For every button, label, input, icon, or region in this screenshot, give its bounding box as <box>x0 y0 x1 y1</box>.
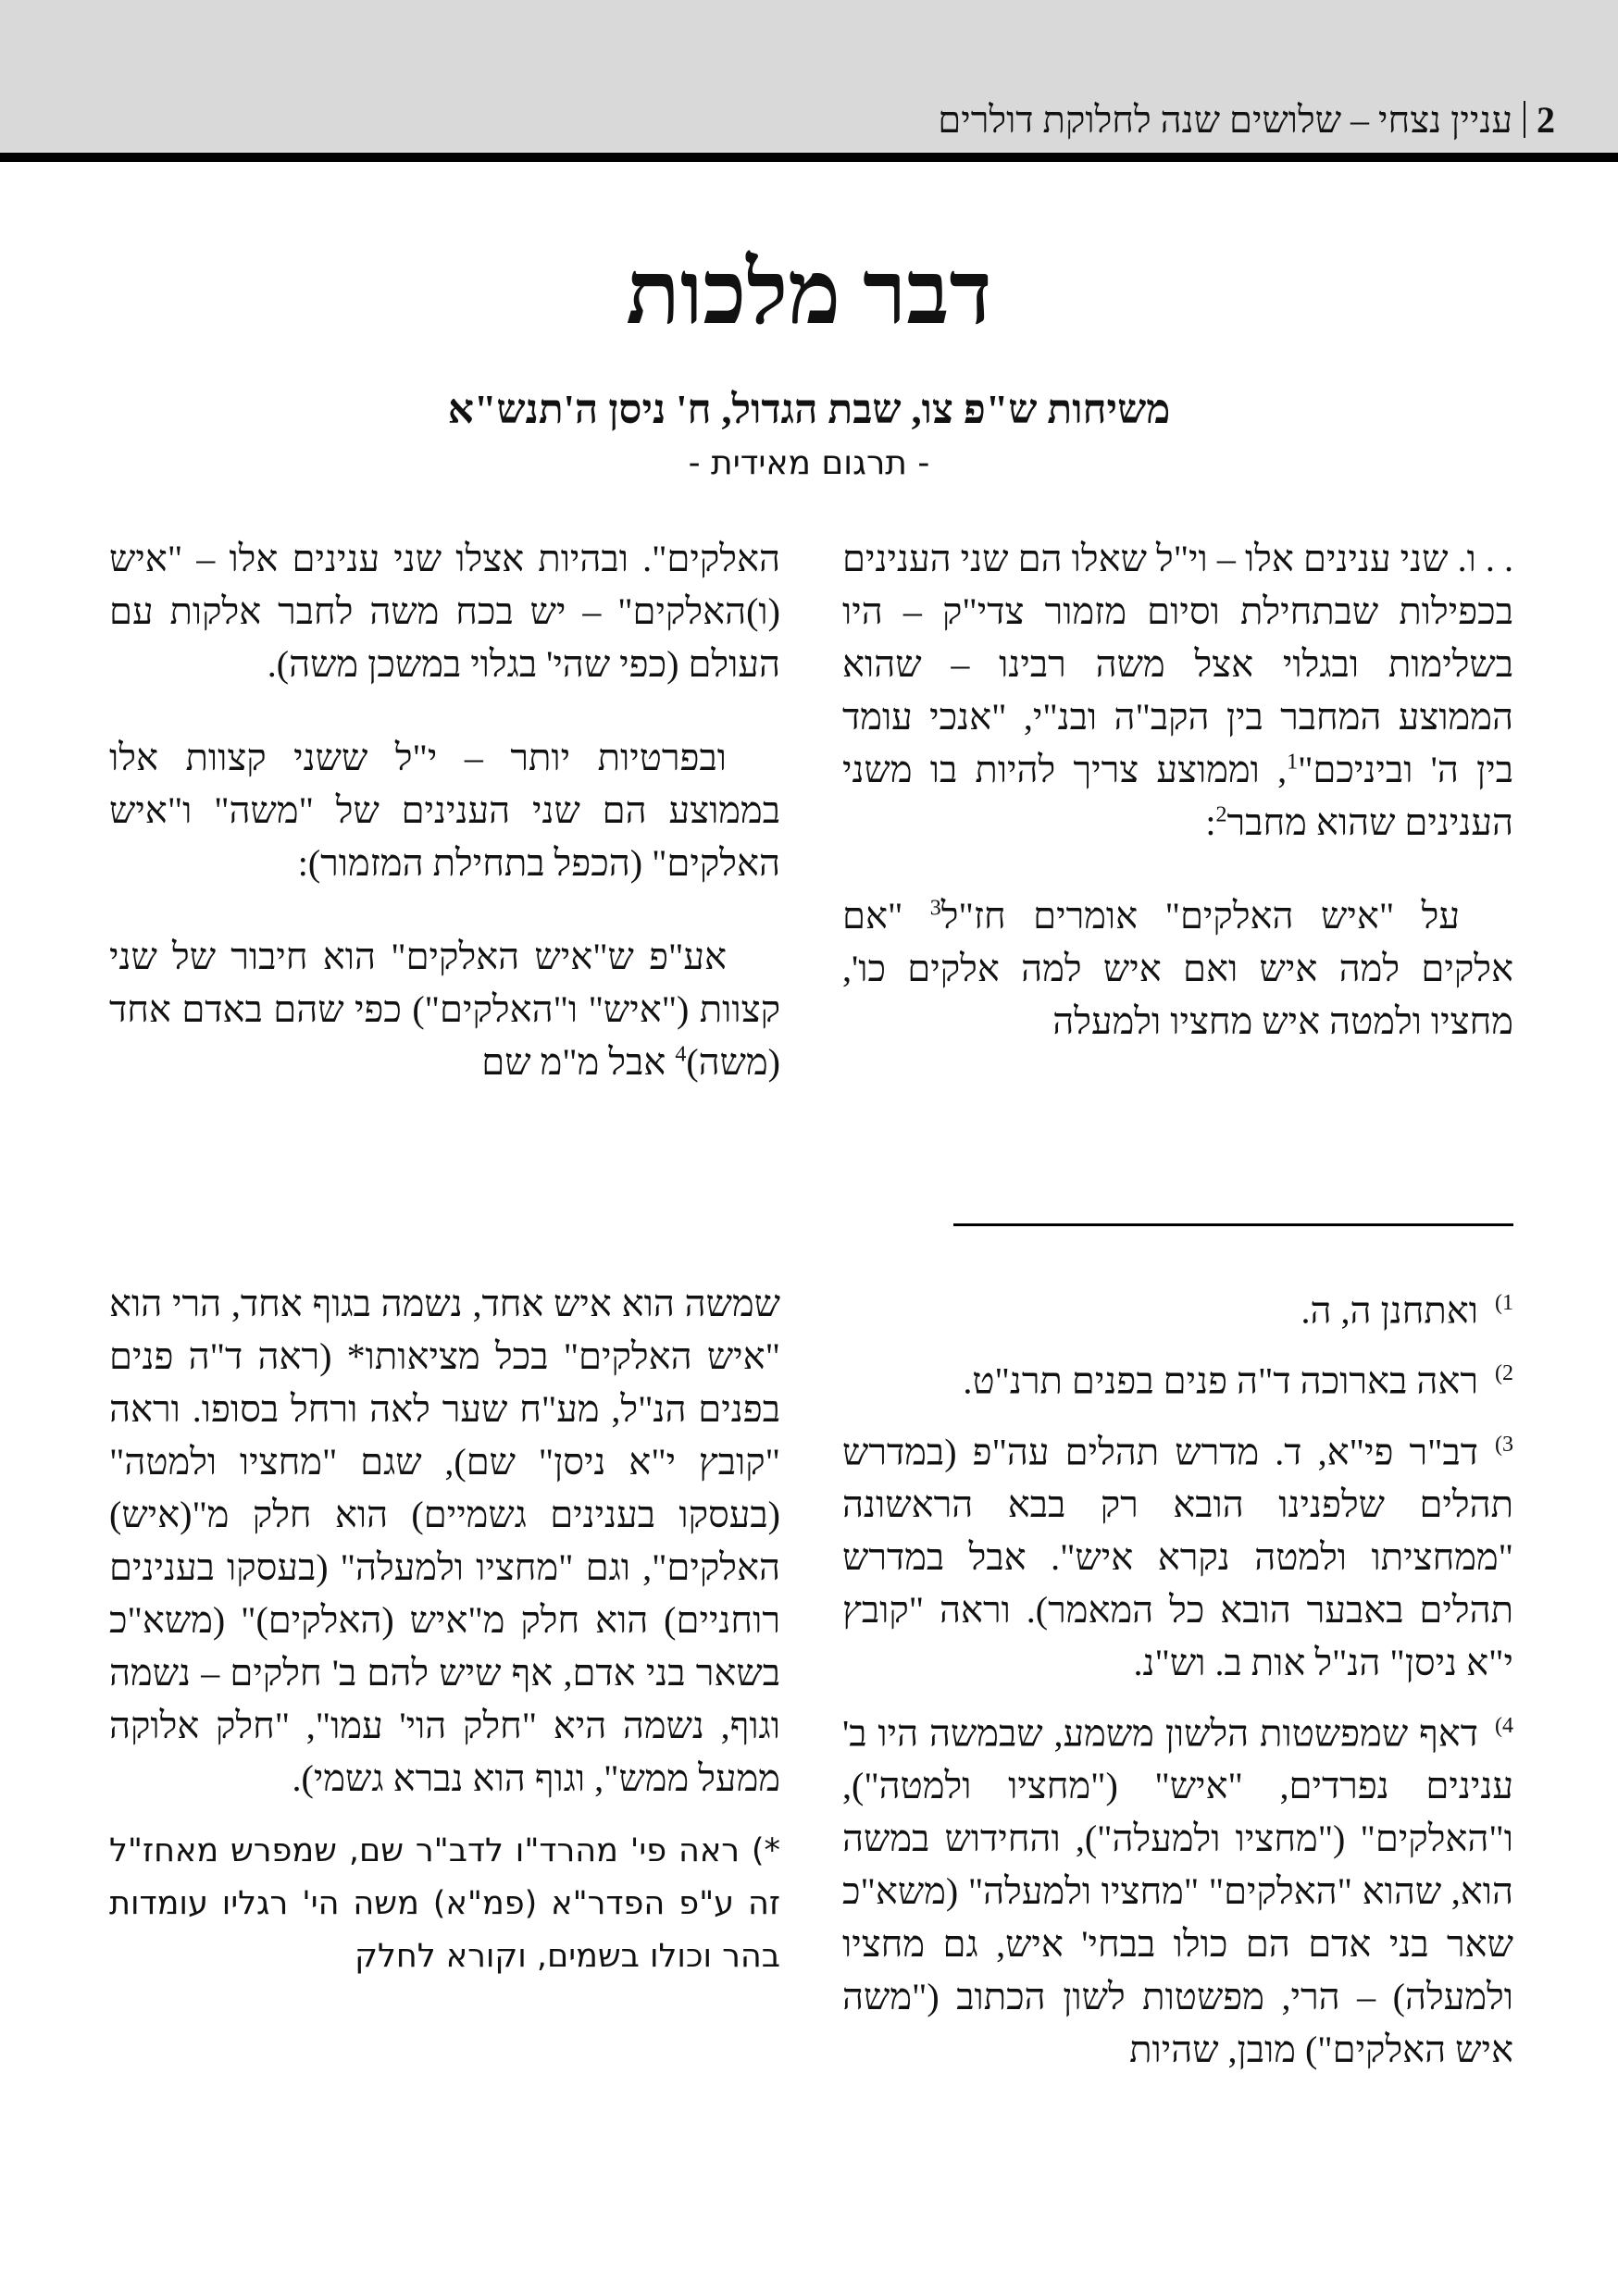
page-title: דבר מלכות <box>626 243 992 342</box>
footnote-mark: 4) <box>1495 1713 1513 1738</box>
footnote-mark: 1) <box>1495 1291 1513 1315</box>
footnote-divider <box>953 1223 1513 1226</box>
footnote <box>842 1700 1513 2076</box>
footnote-text: ואתחנן ה, ה. <box>1301 1289 1478 1332</box>
footnote-text: דאף שמפשטות הלשון משמע, שבמשה היו ב' ענינים נפרדים, "איש" ("מחציו ולמטה"), ו"האלקים" ("מחציו ולמעלה"), והחידוש במשה הוא, שהוא "האלקים" "מחציו ולמעלה" (משא"כ שאר בני אדם הם כולו בבחי' איש, גם מחציו ולמעלה) – הרי, מפשטות לשון הכתוב ("משה איש האלקים") מובן, שהיות <box>842 1712 1513 2071</box>
header-rule <box>0 153 1618 162</box>
running-title: עניין נצחי – שלושים שנה לחלוקת דולרים <box>938 99 1512 141</box>
paragraph-text: : <box>1205 801 1216 843</box>
footnotes-column <box>842 1277 1513 2087</box>
footnote <box>842 1277 1513 1336</box>
page-number: 2 <box>1537 99 1555 141</box>
paragraph-text: אבל מ"מ שם <box>481 1041 676 1083</box>
footnote-ref[interactable]: 4 <box>675 1042 687 1067</box>
paragraph-text: על "איש האלקים" אומרים חז"ל <box>940 895 1460 937</box>
header-separator <box>1524 101 1525 138</box>
paragraph-text: "אם אלקים למה איש ואם איש למה אלקים כו', מחציו ולמטה איש מחציו ולמעלה <box>842 895 1513 1042</box>
footnote-mark: 2) <box>1495 1361 1513 1386</box>
footnote-continuation-column <box>109 1277 780 2024</box>
star-note: *) ראה פי' מהרד"ו לדב"ר שם, שמפרש מאחז"ל זה ע"פ הפדר"א (פמ"א) משה הי' רגליו עומדות בהר וכולו בשמים, וקורא לחלק <box>109 1832 780 1975</box>
paragraph-text: , וממוצע צריך להיות בו משני הענינים שהוא מחבר <box>842 749 1513 843</box>
paragraph-text: אע"פ ש"איש האלקים" הוא חיבור של שני קצוות ("איש" ו"האלקים") כפי שהם באדם אחד (משה) <box>109 936 780 1083</box>
paragraph: ובפרטיות יותר – י"ל ששני קצוות אלו בממוצע הם שני הענינים של "משה" ו"איש האלקים" (הכפל בתחילת המזמור): <box>109 737 780 884</box>
footnote-text: דב"ר פי"א, ד. מדרש תהלים עה"פ (במדרש תהלים שלפנינו הובא רק בבא הראשונה "ממחציתו ולמטה נקרא איש". אבל במדרש תהלים באבער הובא כל המאמר). וראה "קובץ י"א ניסן" הנ"ל אות ב. וש"נ. <box>842 1430 1513 1683</box>
running-header <box>938 100 1555 141</box>
paragraph-text: . . ו. שני ענינים אלו – וי"ל שאלו הם שני הענינים בכפילות שבתחילת וסיום מזמור צדי"ק – היו בשלימות ובגלוי אצל משה רבינו – שהוא הממוצע המחבר בין הקב"ה ובנ"י, "אנכי עומד בין ה' וביניכם" <box>842 538 1513 790</box>
page-subtitle: משיחות ש"פ צו, שבת הגדול, ח' ניסן ה'תנש"א <box>447 387 1171 432</box>
left-column-top <box>109 532 780 1129</box>
paragraph <box>842 532 1513 849</box>
translation-note: - תרגום מאידית - <box>688 444 930 482</box>
footnote <box>842 1347 1513 1407</box>
right-column-top <box>842 532 1513 1088</box>
footnote-ref[interactable]: 3 <box>929 896 941 921</box>
footnote-ref[interactable]: 2 <box>1215 802 1227 827</box>
footnote-ref[interactable]: 1 <box>1287 750 1299 775</box>
footnote <box>842 1419 1513 1689</box>
footnote-continuation: שמשה הוא איש אחד, נשמה בגוף אחד, הרי הוא "איש האלקים" בכל מציאותו* (ראה ד"ה פנים בפנים הנ"ל, מע"ח שער לאה ורחל בסופו. וראה "קובץ י"א ניסן" שם), שגם "מחציו ולמטה" (בעסקו בענינים גשמיים) הוא חלק מ"(איש) האלקים", וגם "מחציו ולמעלה" (בעסקו בענינים רוחניים) הוא חלק מ"איש (האלקים)" (משא"כ בשאר בני אדם, אף שיש להם ב' חלקים – נשמה וגוף, נשמה היא "חלק הוי' עמו", "חלק אלוקה ממעל ממש", וגוף הוא נברא גשמי). <box>109 1283 780 1799</box>
paragraph <box>842 889 1513 1048</box>
footnote-text: ראה בארוכה ד"ה פנים בפנים תרנ"ט. <box>963 1359 1478 1402</box>
paragraph <box>109 930 780 1088</box>
footnote-mark: 3) <box>1495 1432 1513 1457</box>
paragraph: האלקים". ובהיות אצלו שני ענינים אלו – "איש (ו)האלקים" – יש בכח משה לחבר אלקות עם העולם (כפי שהי' בגלוי במשכן משה). <box>109 538 780 685</box>
